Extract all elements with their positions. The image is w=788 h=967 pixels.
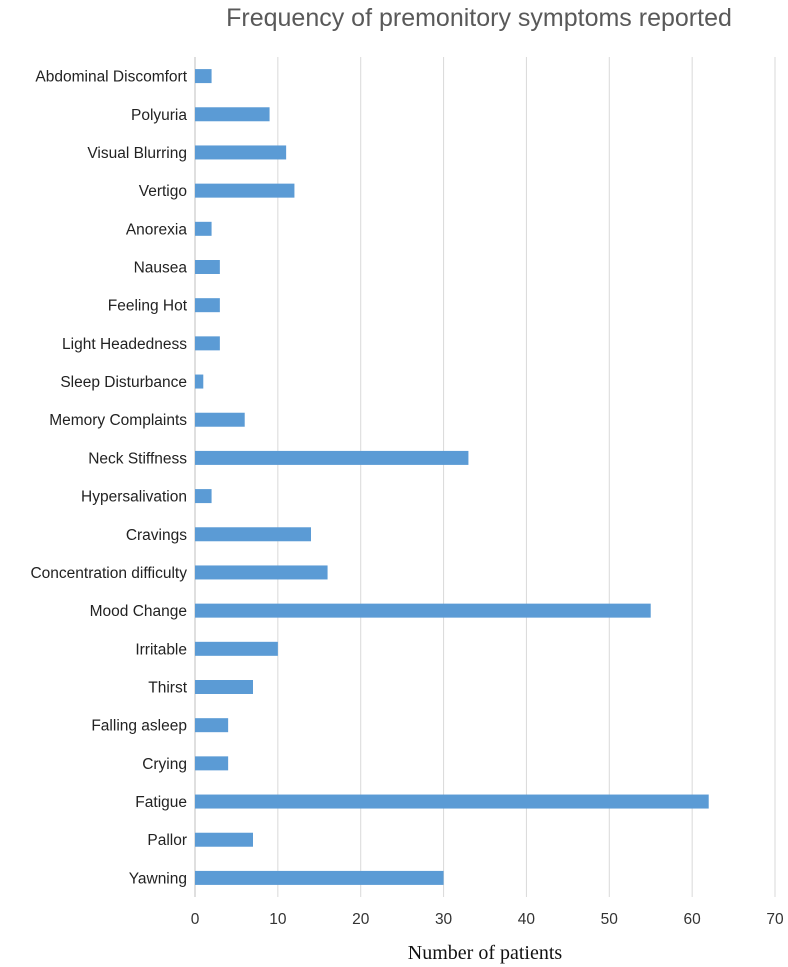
category-label: Vertigo (138, 183, 187, 201)
bar (195, 222, 212, 236)
bar (195, 795, 709, 809)
bar (195, 680, 253, 694)
bar (195, 527, 311, 541)
bar (195, 145, 286, 159)
category-label: Visual Blurring (87, 144, 187, 162)
bar (195, 756, 228, 770)
bar (195, 298, 220, 312)
category-label: Memory Complaints (49, 412, 187, 430)
category-label: Hypersalivation (81, 488, 187, 506)
bar (195, 871, 444, 885)
x-tick-label: 30 (434, 911, 453, 928)
category-label: Pallor (147, 832, 187, 850)
category-label: Fatigue (135, 794, 187, 812)
bar (195, 69, 212, 83)
category-label: Light Headedness (62, 335, 187, 353)
bar (195, 375, 203, 389)
bar (195, 107, 270, 121)
bar (195, 565, 328, 579)
bar (195, 413, 245, 427)
category-label: Thirst (148, 679, 187, 697)
x-tick-label: 20 (352, 911, 370, 928)
category-label: Neck Stiffness (88, 450, 187, 468)
category-label: Concentration difficulty (30, 564, 187, 582)
x-tick-label: 60 (683, 911, 701, 928)
bar (195, 451, 468, 465)
bar (195, 604, 651, 618)
x-tick-label: 70 (766, 911, 784, 928)
chart-title: Frequency of premonitory symptoms reported (226, 4, 732, 32)
x-tick-label: 50 (600, 911, 618, 928)
category-label: Falling asleep (91, 717, 187, 735)
bar (195, 184, 294, 198)
category-label: Anorexia (125, 221, 187, 239)
category-label: Polyuria (131, 106, 187, 124)
category-label: Feeling Hot (107, 297, 187, 315)
bar (195, 336, 220, 350)
category-label: Abdominal Discomfort (35, 68, 187, 86)
bar (195, 489, 212, 503)
category-label: Nausea (133, 259, 187, 277)
category-label: Sleep Disturbance (60, 374, 187, 392)
category-label: Crying (142, 755, 187, 773)
category-label: Cravings (125, 526, 187, 544)
bar (195, 642, 278, 656)
bar (195, 260, 220, 274)
x-axis-label: Number of patients (407, 942, 563, 964)
category-label: Mood Change (89, 603, 187, 621)
bar (195, 718, 228, 732)
bar (195, 833, 253, 847)
category-label: Yawning (128, 870, 187, 888)
x-tick-label: 40 (517, 911, 536, 928)
category-label: Irritable (135, 641, 187, 659)
x-tick-label: 0 (190, 911, 200, 928)
x-tick-label: 10 (269, 911, 287, 928)
